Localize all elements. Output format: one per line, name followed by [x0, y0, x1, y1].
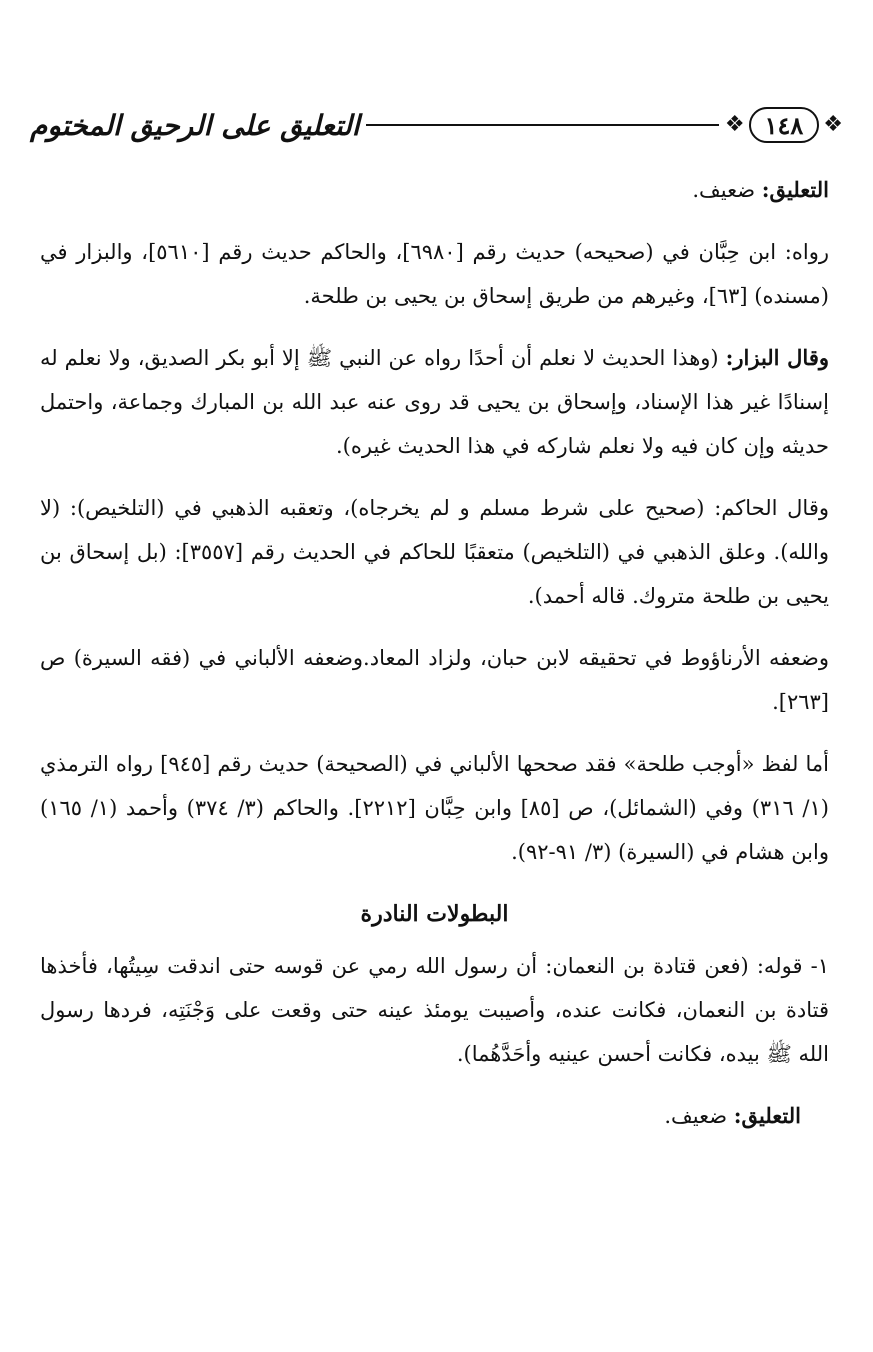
paragraph [40, 636, 829, 724]
page-number: ١٤٨ [749, 107, 820, 143]
paragraph [40, 336, 829, 468]
page-header [30, 100, 843, 150]
ornament-right-icon: ❖ [823, 112, 843, 137]
paragraph-text: رواه: ابن حِبَّان في (صحيحه) حديث رقم [٦٩٨٠]، والحاكم حديث رقم [٥٦١٠]، والبزار في (مسنده) [٦٣]، وغيرهم من طريق إسحاق بن يحيى بن طلحة. [40, 240, 830, 308]
paragraph-text: وضعفه الأرناؤوط في تحقيقه لابن حبان، ولزاد المعاد.وضعفه الألباني في (فقه السيرة) ص [٢٦٣]. [40, 646, 829, 714]
paragraph [40, 230, 829, 318]
paragraph [40, 1094, 829, 1138]
section-title: البطولات النادرة [360, 901, 509, 927]
paragraph-label: وقال البزار: [725, 345, 829, 370]
paragraph-text: ضعيف. [692, 178, 762, 202]
paragraph [40, 168, 829, 212]
paragraph-label: التعليق: [761, 177, 829, 202]
book-title: التعليق على الرحيق المختوم [30, 108, 360, 142]
page-body [40, 168, 829, 1156]
paragraph-label: التعليق: [733, 1103, 801, 1128]
paragraph [40, 742, 829, 874]
paragraph-text: ضعيف. [664, 1104, 734, 1128]
paragraph-text: ١- قوله: (فعن قتادة بن النعمان: أن رسول الله رمي عن قوسه حتى اندقت سِيتُها، فأخذها قتادة بن النعمان، فكانت عنده، وأصيبت يومئذ عينه حتى وقعت على وَجْنَتِه، فردها رسول الله ﷺ بيده، فكانت أحسن عينيه وأحَدَّهُما). [40, 954, 829, 1066]
paragraph-text: أما لفظ «أوجب طلحة» فقد صححها الألباني في (الصحيحة) حديث رقم [٩٤٥] رواه الترمذي (١/ ٣١٦) وفي (الشمائل)، ص [٨٥] وابن حِبَّان [٢٢١٢]. والحاكم (٣/ ٣٧٤) وأحمد (١/ ١٦٥) وابن هشام في (السيرة) (٣/ ٩١-٩٢). [40, 752, 830, 864]
ornament-mid-icon: ❖ [724, 112, 745, 137]
paragraph-text: وقال الحاكم: (صحيح على شرط مسلم و لم يخرجاه)، وتعقبه الذهبي في (التلخيص): (لا والله). وعلق الذهبي في (التلخيص) متعقبًا للحاكم في الحديث رقم [٣٥٥٧]: (بل إسحاق بن يحيى بن طلحة متروك. قاله أحمد). [40, 496, 829, 608]
paragraph-text: (وهذا الحديث لا نعلم أن أحدًا رواه عن النبي ﷺ إلا أبو بكر الصديق، ولا نعلم له إسنادًا غير هذا الإسناد، وإسحاق بن يحيى قد روى عنه عبد الله بن المبارك وجماعة، واحتمل حديثه وإن كان فيه ولا نعلم شاركه في هذا الحديث غيره). [40, 346, 829, 458]
paragraph [40, 486, 829, 618]
header-rule [366, 124, 719, 126]
paragraph [40, 944, 829, 1076]
